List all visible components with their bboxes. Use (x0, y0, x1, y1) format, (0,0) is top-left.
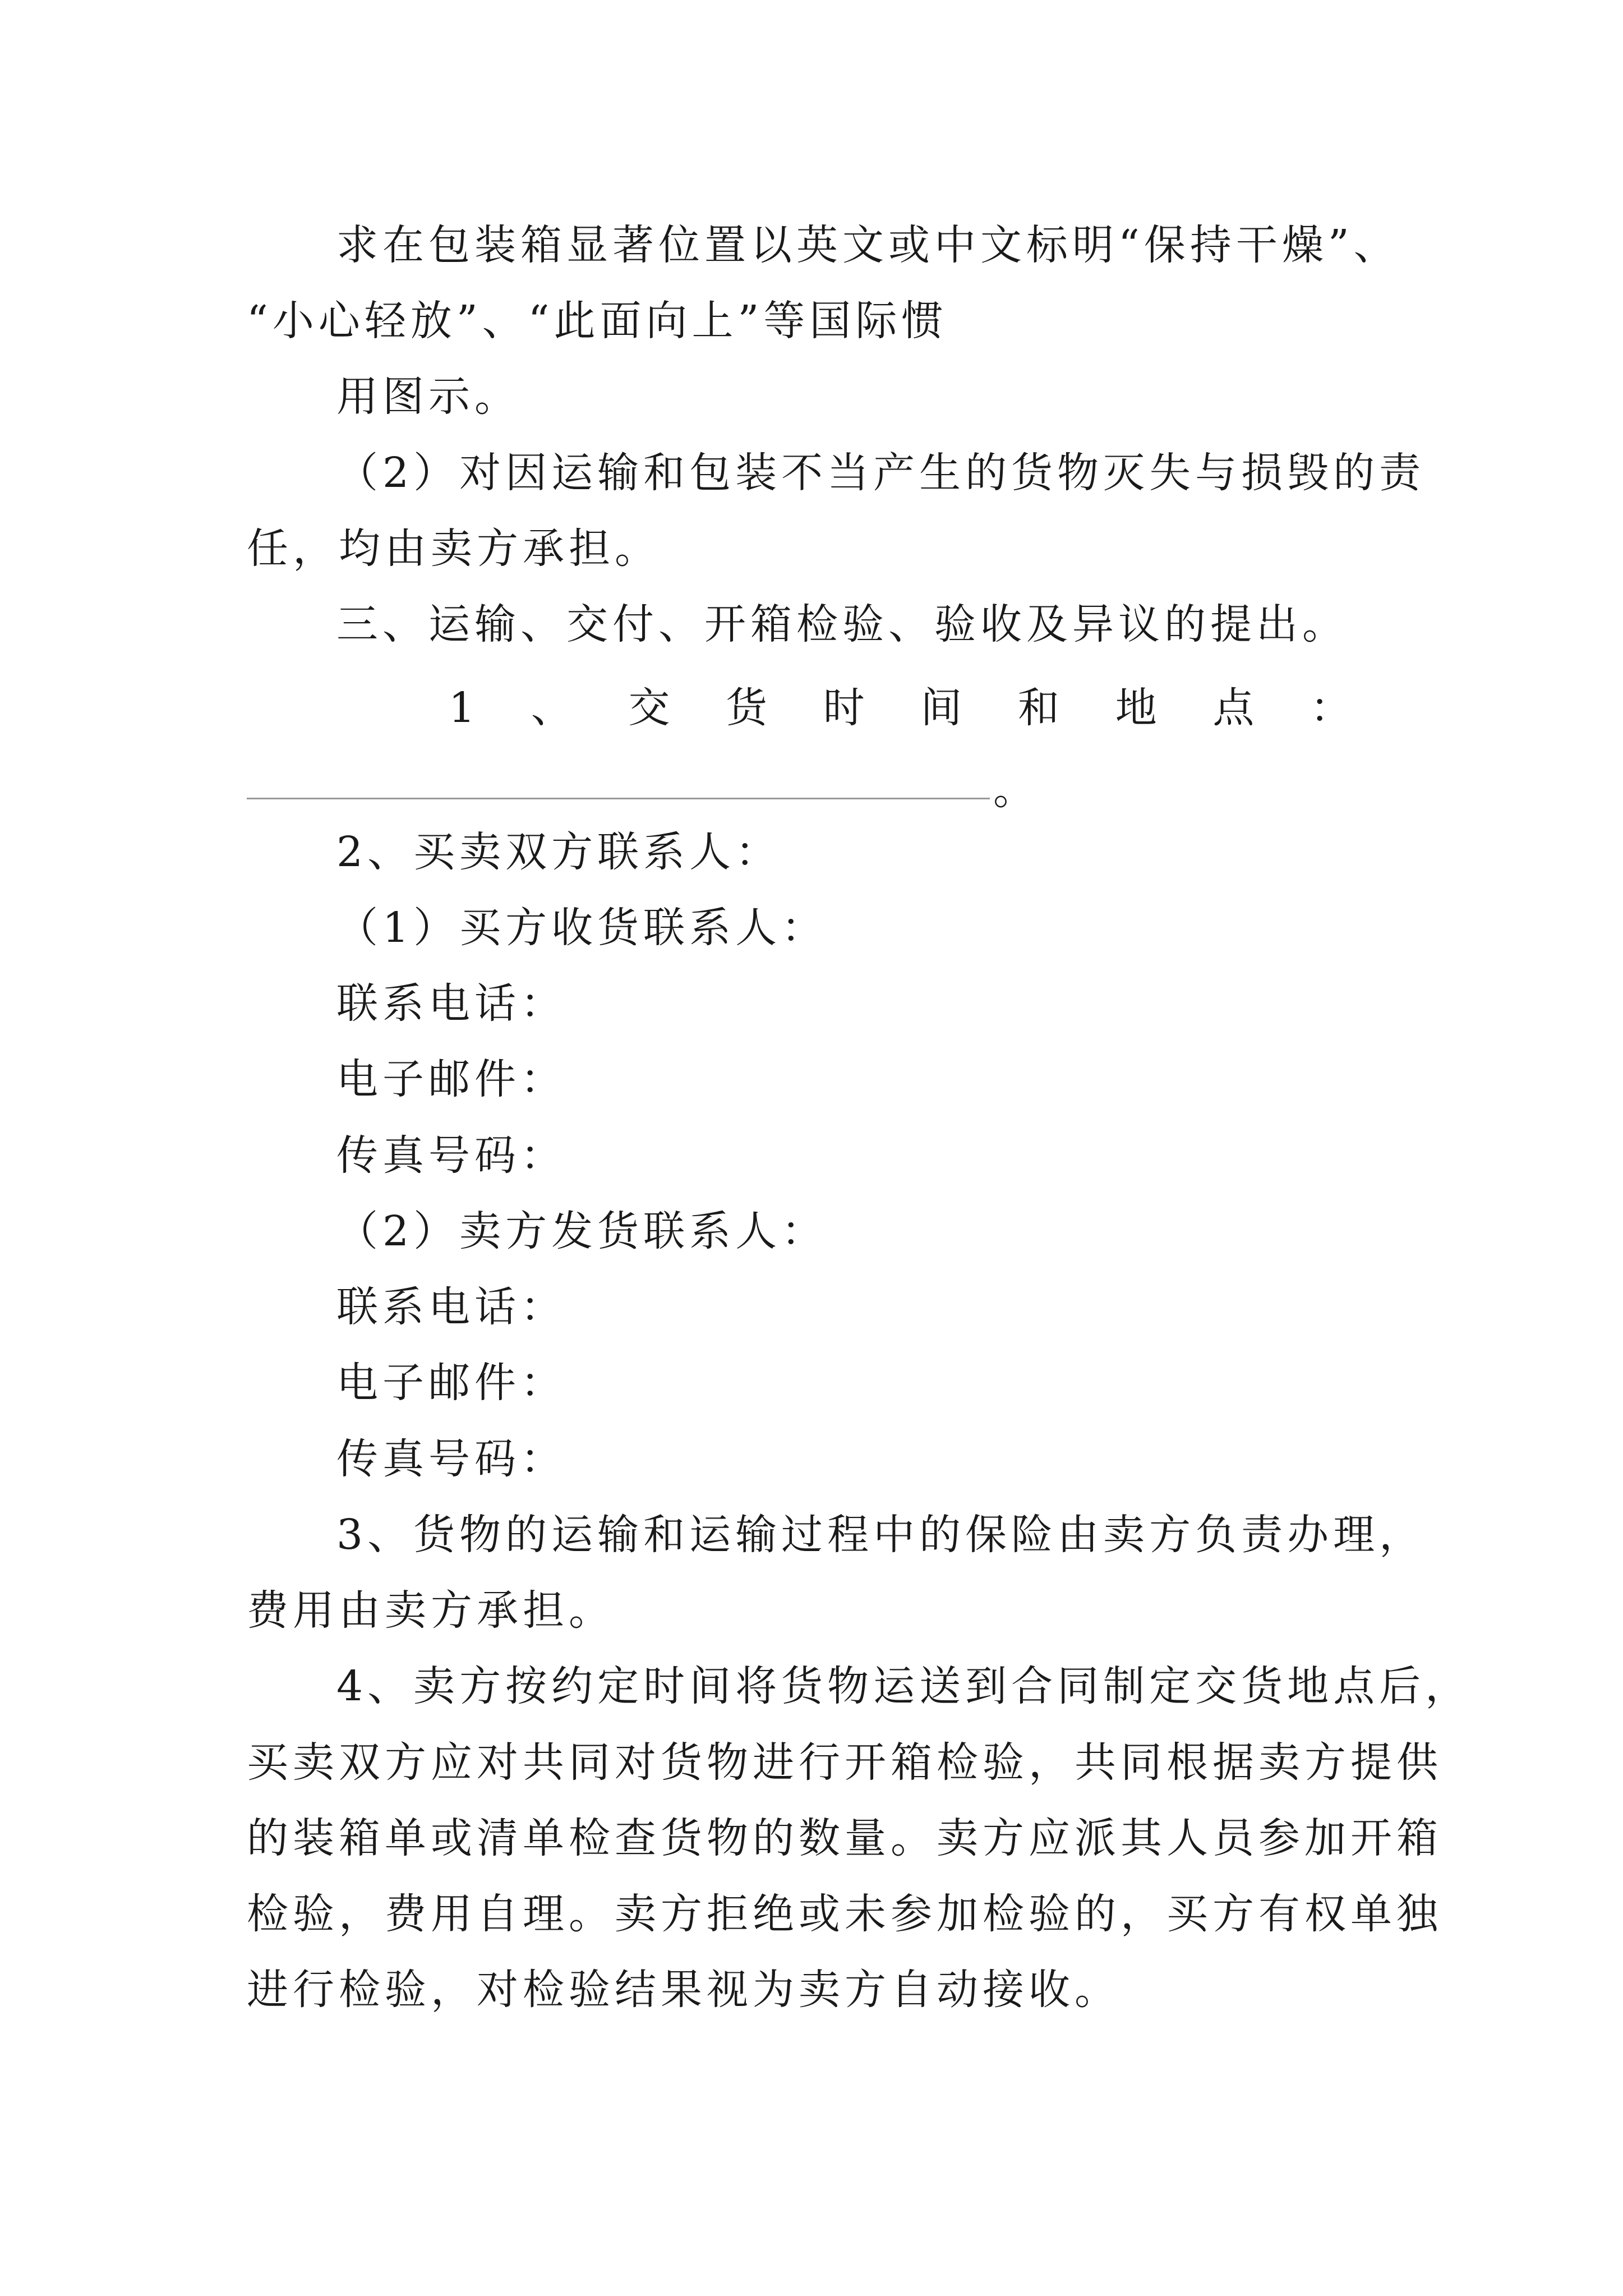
paragraph-line: 电子邮件： (336, 1359, 566, 1407)
heading-char: 地 (1115, 684, 1157, 732)
paragraph-line: 买卖双方应对共同对货物进行开箱检验，共同根据卖方提供 (247, 1738, 1442, 1787)
heading-char: 货 (726, 684, 768, 732)
paragraph-line: （1）买方收货联系人： (336, 904, 828, 952)
paragraph-line: 传真号码： (336, 1435, 566, 1483)
heading-char: 点 (1212, 684, 1255, 732)
delivery-time-heading (449, 684, 1352, 732)
paragraph-line: （2）对因运输和包装不当产生的货物灭失与损毁的责 (336, 449, 1426, 497)
paragraph-line: “小心轻放”、“此面向上”等国际惯 (247, 297, 948, 345)
heading-char: 1 (449, 684, 476, 732)
heading-char: ： (1310, 684, 1352, 732)
paragraph-line: 求在包装箱显著位置以英文或中文标明“保持干燥”、 (336, 221, 1400, 269)
paragraph-line: 4、卖方按约定时间将货物运送到合同制定交货地点后， (336, 1662, 1472, 1710)
paragraph-line: 2、买卖双方联系人： (336, 828, 782, 876)
heading-char: 交 (628, 684, 670, 732)
heading-char: 和 (1018, 684, 1060, 732)
paragraph-line: 费用由卖方承担。 (247, 1586, 615, 1635)
paragraph-line: 用图示。 (336, 372, 520, 421)
paragraph-line: 检验，费用自理。卖方拒绝或未参加检验的，买方有权单独 (247, 1890, 1442, 1938)
paragraph-line: （2）卖方发货联系人： (336, 1207, 828, 1255)
paragraph-line: 传真号码： (336, 1131, 566, 1180)
paragraph-line: 任，均由卖方承担。 (247, 524, 661, 573)
paragraph-line: 联系电话： (336, 979, 566, 1028)
paragraph-line: 电子邮件： (336, 1055, 566, 1103)
heading-char: 时 (823, 684, 865, 732)
delivery-blank-row (247, 760, 1035, 814)
fill-in-blank-line (247, 798, 990, 799)
paragraph-line: 进行检验，对检验结果视为卖方自动接收。 (247, 1966, 1121, 2014)
blank-end-mark: 。 (993, 766, 1035, 814)
paragraph-line: 联系电话： (336, 1283, 566, 1331)
heading-char: 间 (920, 684, 962, 732)
paragraph-line: 3、货物的运输和运输过程中的保险由卖方负责办理， (336, 1511, 1426, 1559)
heading-char: 、 (531, 684, 573, 732)
paragraph-line: 的装箱单或清单检查货物的数量。卖方应派其人员参加开箱 (247, 1814, 1442, 1862)
section-heading: 三、运输、交付、开箱检验、验收及异议的提出。 (336, 600, 1348, 648)
